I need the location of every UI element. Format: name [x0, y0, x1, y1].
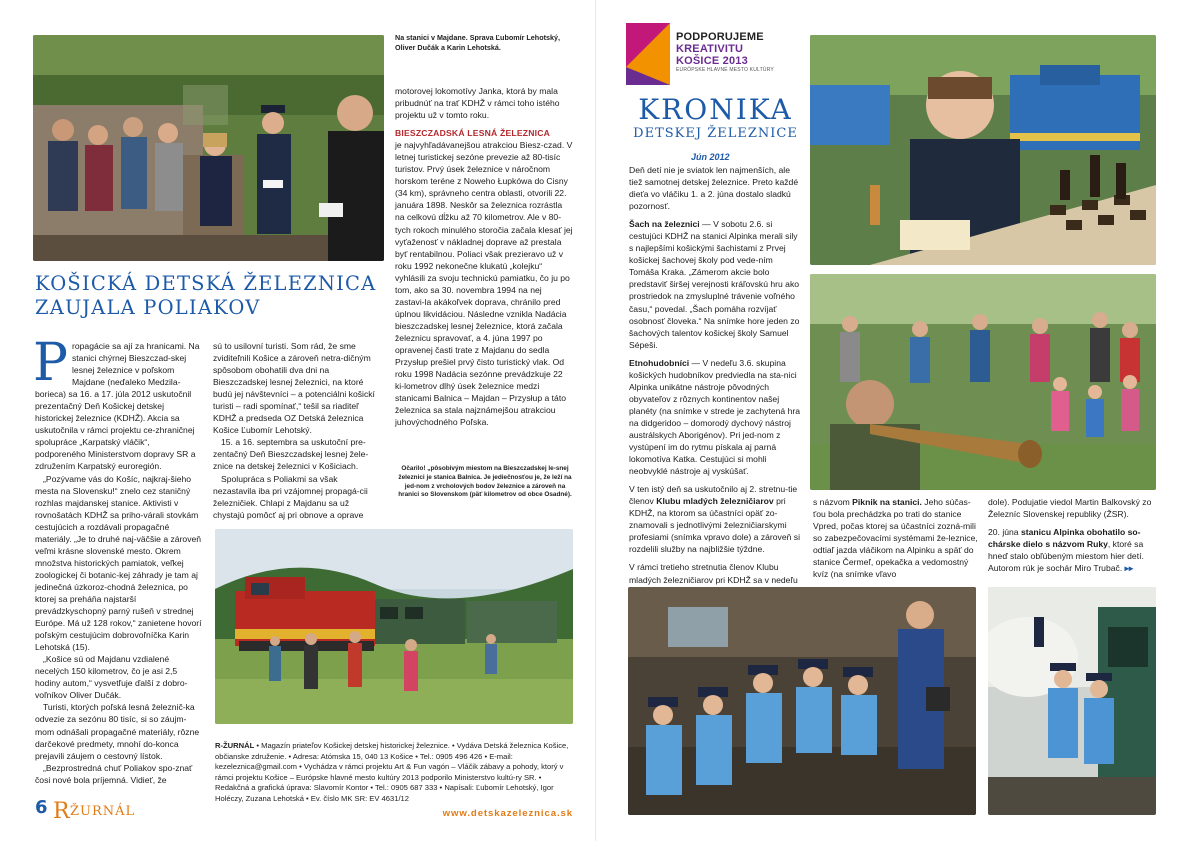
col2-paragraph-2: 15. a 16. septembra sa uskutoční pre-zentačný Deň Bieszczadskej lesnej žele-znice na detskej železnici v Košiciach. [213, 437, 369, 472]
col1-paragraph-5: „Bezprostredná chuť Poliakov spo-znať čosi nové bola príjemná. Vidieť, že [35, 762, 193, 785]
r-zurnal-logo-graphic [53, 797, 143, 823]
photo-alpinka-steam [988, 587, 1156, 815]
kronika-title [628, 94, 803, 142]
logo-line-1: PODPORUJEME [676, 31, 764, 43]
page-gutter [595, 0, 596, 841]
kronika-title-line-1: KRONIKA [638, 93, 793, 126]
col1-paragraph-1: ropagácie sa ají za hranicami. Na stanici chýrnej Bieszczad-skej lesnej železnice v poľskom Majdane (neďaleko Medzila-borieca) sa 16. a 17. júla 2012 uskutočnil prezentačný Deň Košickej detskej historickej železnice (KDHŽ). Akcia sa uskutočnila v rámci projektu ce-zhraničnej spolupráce „Karpatský vláčik“, podporeného Ministerstvom dopravy SR a združením Karpatský euroregión. [35, 341, 200, 472]
picnic-paragraph [813, 496, 981, 580]
headline-line-2: ZAUJALA POLIAKOV [35, 296, 261, 319]
photo-majdan-station [33, 35, 384, 261]
hands-heading: stanicu Alpinka obohatilo so-chárske dielo s názvom Ruky [988, 527, 1141, 550]
page-number: 6 [35, 797, 48, 818]
logo-line-4: EURÓPSKE HLAVNÉ MESTO KULTÚRY [676, 67, 774, 73]
picnic-pre: s názvom [813, 497, 853, 507]
end-paragraph-2 [988, 526, 1158, 574]
kronika-ethno [629, 357, 803, 477]
continue-arrow-icon: ▸▸ [1124, 563, 1134, 574]
article-column-2 [213, 340, 381, 521]
svg-text:R: R [53, 799, 70, 823]
picnic-body: Jeho súčas-ťou bola prechádzka po trati do stanice Vpred, počas ktorej sa účastníci zozná-mili so zabezpečovacími systémami že-leznice, odtiaľ jazda vláčikom na Alpinku a späť do stanice Čermeľ, opekačka a vedomostný kvíz (na snímke vľavo [813, 497, 978, 580]
photo-caption-top: Na stanici v Majdane. Sprava Ľubomír Lehotský, Oliver Dučák a Karin Lehotská. [395, 33, 560, 52]
kronika-intro: Deň detí nie je sviatok len najmenších, ale tiež samotnej detskej železnice. Preto každé dieťa vo vláčiku 1. a 2. júna dostalo sladkú pozornosť. [629, 165, 799, 212]
end-column [988, 496, 1158, 574]
drop-cap: P [33, 333, 68, 393]
colophon-text: • Magazín priateľov Košickej detskej historickej železnice. • Vydáva Detská železnica Košice, občianske združenie. • Adresa: Atómska 15, 040 13 Košice • Tel.: 0905 496 426 • E-mail: kezeleznica@gmail.com • Vychádza v rámci projektu Art & Fun vagón – Vláčik zábavy a pohody, ktorý v rámci projektu Košice – Európske hlavné mesto kultúry 2013 podporilo Ministerstvo kultú-ry SR. • Redakčná a grafická úprava: Slavomír Kontor • Tel.: 0905 687 333 • Napísali: Ľubomír Lehotský, Igor Holéczy, Zuzana Lehotská • Ev. číslo MK SR: EV 4631/12 [215, 741, 569, 803]
headline-line-1: KOŠICKÁ DETSKÁ ŽELEZNICA [35, 272, 377, 295]
article-column-3 [395, 85, 573, 428]
kronika-chess [629, 218, 803, 351]
club-pre: V ten istý deň sa uskutočnilo aj 2. stretnu-tie členov [629, 484, 798, 507]
colophon-lead: R-ŽURNÁL [215, 741, 255, 750]
r-zurnal-logo [53, 797, 143, 823]
photo-club-workshop [628, 587, 976, 815]
website-url[interactable]: www.detskazeleznica.sk [442, 808, 573, 819]
picnic-column [813, 496, 981, 580]
train-caption: Očarilo! „pôsobivým miestom na Bieszczadskej le-snej železnici je stanica Balnica. Je jediečnosťou je, že leží na jed-nom z vrcholových bodov železnice a zároveň na hranici so Slovenskom (päť kilometrov od obce Osadné). [398, 465, 572, 499]
kosice2013-logo [626, 23, 801, 85]
article-column-1 [33, 333, 202, 786]
club-heading: Klubu mladých železničiarov [656, 496, 774, 507]
section-heading-bieszczady: BIESZCZADSKÁ LESNÁ ŽELEZNICA [395, 128, 551, 139]
col3-section-body: je najvyhľadávanejšou atrakciou Biesz-czad. V letnej turistickej sezóne prevezie až 80-tisíc turistov. Prvý úsek železnice v náročnom horskom teréne z Noweho Łupkówa do Cisny (34 km), správneho centra oblasti, otvorili 22. januára 1898. Neskôr sa železnica rozrástla na celkovú dĺžku až 70 kilometrov. Ale v 80-tych rokoch minulého storočia začala klesať jej vyťaženosť v nákladnej doprave až prestala byť rentabilnou. Poliaci však prezieravo už v roku 1992 nekonečne klukatú „kolejku“ vyhlásili za svoju technickú pamiatku, čo ju po tom, ako sa 30. novembra 1994 na nej zastavi-la akákoľvek doprava, chránilo pred úplnou likvidáciou. Následne vznikla Nadácia bieszczadskej lesnej železnice, ktorá začala železnicu spravovať, a 4. júna 1997 po opravenej časti trate z Majdanu do sedla Przysłup prešiel prvý čisto turistický vlak. Od roku 1998 Nadácia sezónne prevádzkuje 22 ki-lometrov dlhý úsek železnice medzi stanicami Balnica – Majdan – Przysłup a táto železnica sa stala najznámejšou atrakciou juhovýchodného Poľska. [395, 140, 573, 428]
col2-paragraph-3: Spolupráca s Poliakmi sa však nezastavila iba pri vzájomnej propagá-cii železničiek. Chlapi z Majdanu sa už chystajú pomôcť aj pri obnove a oprave [213, 473, 368, 520]
col3-paragraph-top: motorovej lokomotívy Janka, ktorá by mala pribudnúť na trať KDHŽ v rámci toho istého projektu už v tomto roku. [395, 86, 560, 121]
colophon [215, 741, 573, 805]
col2-paragraph-1: sú to usilovní turisti. Som rád, že sme zviditeľnili Košice a zároveň netra-dičným spôsobom obohatili dva dni na Bieszczadskej lesnej železnici, na ktoré budú jej návštevníci – a potenciálni košickí turisti – radi spomínať,“ tešil sa riaditeľ KDHŽ a predseda OZ Detská železnica Košice Ľubomír Lehotský. [213, 341, 375, 436]
photo-didgeridoo [810, 274, 1156, 490]
kronika-title-line-2: DETSKEJ ŽELEZNICE [633, 126, 798, 141]
chess-body: — V sobotu 2.6. si cestujúci KDHŽ na stanici Alpinka merali sily s najlepšími košickými šachistami z Prvej košickej šachovej školy pod vede-ním Tomáša Kraka. „Zámerom akcie bolo predstaviť širšej verejnosti kráľovskú hru ako prostriedok na zmysluplné trávenie voľného času,“ povedal. „Šach pomáha rozvíjať osobnosť človeka.“ Na snímke hore jeden zo šachových talentov košickej školy Samuel Sépeši. [629, 219, 800, 350]
ethno-body: — V nedeľu 3.6. skupina košických hudobníkov predviedla na sta-nici Alpinka unikátne nástroje pôvodných obyvateľov z rôznych kontinentov našej planéty (na snímke v strede je zachytená hra na didgeridoo – domorodý dychový nástroj austrálskych Aborigénov). Pri jed-nom z vystúpení im do rytmu pískala aj parná lokomotíva Katka. Cestujúci si mohli neobvyklé nástroje aj vyskúšať. [629, 357, 801, 477]
end-paragraph-1: dole). Podujatie viedol Martin Balkovský zo Železníc Slovenskej republiky (ŽSR). [988, 497, 1152, 520]
col1-paragraph-3: „Košice sú od Majdanu vzdialené necelých 150 kilometrov, čo je asi 2,5 hodiny autom,“ vysvetľuje ďalší z dobro-voľníkov Oliver Dučák. [35, 654, 188, 701]
logo-line-3: KOŠICE 2013 [676, 55, 748, 67]
kronika-club [629, 483, 803, 555]
hands-body: , ktoré sa hneď stalo obľúbeným miestom hier detí. Autorom rúk je sochár Miro Trubač. [988, 539, 1144, 574]
col1-paragraph-2: „Pozývame vás do Košíc, najkraj-šieho mesta na Slovensku!“ znelo cez staničný rozhlas majdanskej stanice. Aktivisti v rovnošatách KDHŽ sa priho-várali stovkám cestujúcich a rozdávali propagačné materiály. „Je to druhé naj-väčšie a zároveň veľmi krásne slovenské mesto. Okrem množstva historických pamiatok, veľkej zoologickej či botanic-kej záhrady je tam aj jedinečná úzkoroz-chodná železnica, po ktorej sa preháňa najstarší prevádzkyschopný parný rušeň v strednej Európe. Má už 128 rokov,“ zanietene hovorí poľským cestujúcim dobrovoľníčka Karin Lehotská (15). [35, 473, 202, 653]
col3-section [395, 127, 573, 428]
logo-line-2: KREATIVITU [676, 43, 744, 55]
chess-heading: Šach na železnici [629, 219, 700, 230]
photo-train-balnica [215, 529, 573, 724]
ethno-heading: Etnohudobníci [629, 357, 690, 368]
photo-chess-boy [810, 35, 1156, 265]
club-body: pri KDHŽ, na ktorom sa účastníci opäť zo-znamovali s jednotlivými železničiarskymi profesiami (snímka vpravo dole) a zároveň si rozdelili služby na najbližšie týždne. [629, 496, 800, 555]
kronika-club3: V rámci tretieho stretnutia členov Klubu mladých železničiarov pri KDHŽ sa v nedeľu [629, 562, 798, 585]
picnic-heading: Piknik na stanici. [852, 497, 922, 507]
col1-paragraph-4: Turisti, ktorých poľská lesná železnič-ka odvezie za sezónu 80 tisíc, si so záujm-mom odnášali propagačné materiály, rôzne darčekové predmety, mnohí do-konca prejavili záujem o cestovný lístok. [35, 702, 200, 761]
month-label: Jún 2012 [691, 152, 730, 162]
hands-pre: 20. júna [988, 527, 1021, 538]
kronika-column [629, 164, 803, 598]
article-headline [35, 272, 395, 320]
svg-text:ŽURNÁL: ŽURNÁL [70, 804, 136, 819]
